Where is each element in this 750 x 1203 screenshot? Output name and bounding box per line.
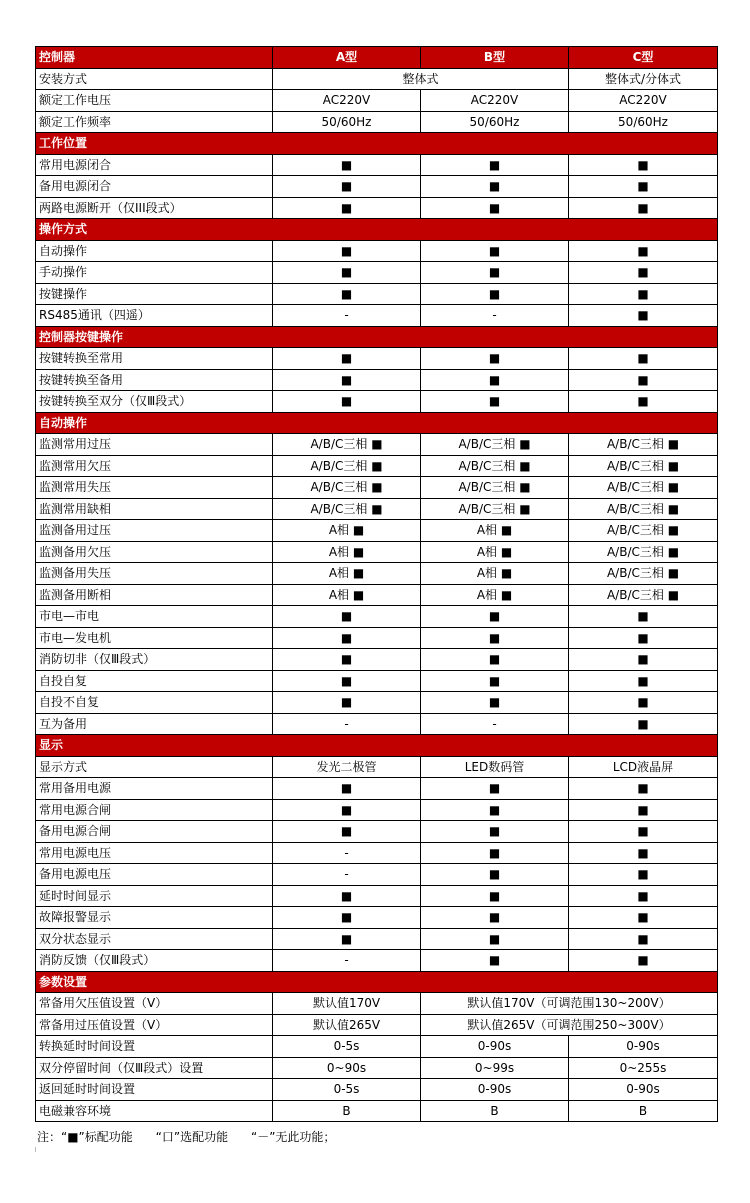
value-cell: ■ [569, 305, 718, 327]
value-cell: AC220V [421, 90, 569, 112]
row-label: 监测常用过压 [36, 434, 273, 456]
value-cell: ■ [569, 348, 718, 370]
table-row [36, 68, 718, 90]
value-cell: 50/60Hz [421, 111, 569, 133]
value-cell: ■ [569, 670, 718, 692]
value-cell: ■ [421, 799, 569, 821]
value-cell: ■ [421, 348, 569, 370]
value-cell: ■ [569, 627, 718, 649]
row-label: 互为备用 [36, 713, 273, 735]
value-cell: ■ [273, 778, 421, 800]
table-row [36, 885, 718, 907]
section-title: 操作方式 [36, 219, 718, 241]
section-header-row [36, 412, 718, 434]
value-cell: A/B/C三相 ■ [569, 434, 718, 456]
value-cell: A/B/C三相 ■ [569, 498, 718, 520]
value-cell: A相 ■ [273, 584, 421, 606]
table-row [36, 154, 718, 176]
spec-table [35, 46, 718, 1122]
value-cell: B [421, 1100, 569, 1122]
table-row [36, 670, 718, 692]
value-cell: 发光二极管 [273, 756, 421, 778]
table-row [36, 821, 718, 843]
row-label: 额定工作频率 [36, 111, 273, 133]
value-cell: ■ [421, 391, 569, 413]
value-cell: ■ [421, 606, 569, 628]
value-cell: - [273, 713, 421, 735]
value-cell: LCD液晶屏 [569, 756, 718, 778]
value-cell: ■ [421, 670, 569, 692]
row-label: 监测常用欠压 [36, 455, 273, 477]
value-cell: A/B/C三相 ■ [421, 477, 569, 499]
table-row [36, 1014, 718, 1036]
row-label: 市电—市电 [36, 606, 273, 628]
value-cell: A相 ■ [421, 520, 569, 542]
value-cell: A/B/C三相 ■ [273, 434, 421, 456]
value-cell: ■ [569, 821, 718, 843]
value-cell: ■ [569, 885, 718, 907]
row-label: 自动操作 [36, 240, 273, 262]
row-label: 按键转换至双分（仅Ⅲ段式） [36, 391, 273, 413]
value-cell: ■ [569, 369, 718, 391]
value-cell: ■ [273, 240, 421, 262]
row-label: 备用电源电压 [36, 864, 273, 886]
value-cell: ■ [273, 821, 421, 843]
row-label: 常备用过压值设置（V） [36, 1014, 273, 1036]
row-label: 消防反馈（仅Ⅲ段式） [36, 950, 273, 972]
value-cell: 默认值265V [273, 1014, 421, 1036]
value-cell: A/B/C三相 ■ [569, 520, 718, 542]
row-label: 自投不自复 [36, 692, 273, 714]
left-edge-line [35, 1147, 36, 1152]
value-cell: ■ [569, 692, 718, 714]
value-cell: 默认值170V [273, 993, 421, 1015]
value-cell: A/B/C三相 ■ [273, 477, 421, 499]
value-cell: 0~255s [569, 1057, 718, 1079]
value-cell: ■ [273, 283, 421, 305]
value-cell: ■ [569, 176, 718, 198]
table-row [36, 799, 718, 821]
value-cell: ■ [569, 154, 718, 176]
value-cell: ■ [569, 713, 718, 735]
value-cell: A/B/C三相 ■ [569, 563, 718, 585]
table-row [36, 1100, 718, 1122]
table-row [36, 520, 718, 542]
value-cell: A/B/C三相 ■ [569, 477, 718, 499]
value-cell: ■ [421, 928, 569, 950]
value-cell: 0-90s [569, 1036, 718, 1058]
value-cell: ■ [569, 606, 718, 628]
row-label: 备用电源合闸 [36, 821, 273, 843]
table-row [36, 90, 718, 112]
row-label: 双分状态显示 [36, 928, 273, 950]
value-cell: B [273, 1100, 421, 1122]
row-label: 监测常用失压 [36, 477, 273, 499]
value-cell: A/B/C三相 ■ [273, 498, 421, 520]
value-cell: ■ [273, 692, 421, 714]
value-cell: ■ [273, 391, 421, 413]
section-header-row [36, 735, 718, 757]
value-cell: A/B/C三相 ■ [421, 434, 569, 456]
row-label: 延时时间显示 [36, 885, 273, 907]
table-header-row [36, 47, 718, 69]
table-row [36, 197, 718, 219]
table-row [36, 584, 718, 606]
value-cell: 0-90s [421, 1079, 569, 1101]
value-cell: A相 ■ [421, 541, 569, 563]
value-cell: B [569, 1100, 718, 1122]
table-row [36, 176, 718, 198]
column-header: C型 [569, 47, 718, 69]
row-label: 消防切非（仅Ⅲ段式） [36, 649, 273, 671]
value-cell: ■ [421, 864, 569, 886]
value-cell: A相 ■ [421, 563, 569, 585]
value-cell: ■ [273, 885, 421, 907]
table-row [36, 907, 718, 929]
row-label: 安装方式 [36, 68, 273, 90]
table-row [36, 240, 718, 262]
value-cell: ■ [421, 240, 569, 262]
table-row [36, 627, 718, 649]
table-row [36, 692, 718, 714]
value-cell: ■ [273, 197, 421, 219]
row-label: 监测备用欠压 [36, 541, 273, 563]
row-label: 备用电源闭合 [36, 176, 273, 198]
value-cell: A相 ■ [421, 584, 569, 606]
column-header: A型 [273, 47, 421, 69]
value-cell: A/B/C三相 ■ [273, 455, 421, 477]
table-row [36, 864, 718, 886]
table-row [36, 1036, 718, 1058]
header-label: 控制器 [36, 47, 273, 69]
value-cell: ■ [421, 649, 569, 671]
value-cell: ■ [569, 864, 718, 886]
value-cell: A/B/C三相 ■ [569, 541, 718, 563]
value-cell: 0-90s [569, 1079, 718, 1101]
value-cell: - [273, 305, 421, 327]
value-cell: ■ [421, 842, 569, 864]
value-cell: A/B/C三相 ■ [569, 584, 718, 606]
table-row [36, 950, 718, 972]
section-title: 显示 [36, 735, 718, 757]
value-cell: ■ [273, 907, 421, 929]
row-label: 双分停留时间（仅Ⅲ段式）设置 [36, 1057, 273, 1079]
section-header-row [36, 326, 718, 348]
value-cell: ■ [569, 907, 718, 929]
value-cell: AC220V [273, 90, 421, 112]
row-label: 监测常用缺相 [36, 498, 273, 520]
row-label: 按键转换至备用 [36, 369, 273, 391]
value-cell: ■ [273, 348, 421, 370]
value-cell: ■ [421, 154, 569, 176]
value-cell: LED数码管 [421, 756, 569, 778]
row-label: RS485通讯（四遥） [36, 305, 273, 327]
table-row [36, 606, 718, 628]
value-cell: ■ [421, 627, 569, 649]
value-cell: - [421, 305, 569, 327]
row-label: 显示方式 [36, 756, 273, 778]
value-cell: ■ [421, 907, 569, 929]
row-label: 额定工作电压 [36, 90, 273, 112]
section-title: 控制器按键操作 [36, 326, 718, 348]
table-row [36, 498, 718, 520]
value-cell: A/B/C三相 ■ [421, 455, 569, 477]
row-label: 常用电源闭合 [36, 154, 273, 176]
value-cell: ■ [569, 928, 718, 950]
table-row [36, 928, 718, 950]
row-label: 返回延时时间设置 [36, 1079, 273, 1101]
table-row [36, 1079, 718, 1101]
value-cell: - [421, 713, 569, 735]
table-row [36, 756, 718, 778]
table-row [36, 434, 718, 456]
value-cell: - [273, 950, 421, 972]
table-row [36, 262, 718, 284]
value-cell: ■ [421, 821, 569, 843]
value-cell: 整体式/分体式 [569, 68, 718, 90]
table-row [36, 541, 718, 563]
legend-note: 注：“■”标配功能 “口”选配功能 “－”无此功能； [37, 1130, 336, 1144]
value-cell: ■ [421, 197, 569, 219]
row-label: 常用电源合闸 [36, 799, 273, 821]
table-row [36, 477, 718, 499]
value-cell: 0~99s [421, 1057, 569, 1079]
table-row [36, 369, 718, 391]
value-cell: ■ [273, 262, 421, 284]
value-cell: A相 ■ [273, 520, 421, 542]
column-header: B型 [421, 47, 569, 69]
value-cell: ■ [421, 778, 569, 800]
value-cell: ■ [569, 649, 718, 671]
section-title: 参数设置 [36, 971, 718, 993]
value-cell: ■ [421, 885, 569, 907]
value-cell: - [273, 864, 421, 886]
value-cell: 50/60Hz [273, 111, 421, 133]
row-label: 常用备用电源 [36, 778, 273, 800]
value-cell: ■ [569, 391, 718, 413]
value-cell: 50/60Hz [569, 111, 718, 133]
row-label: 电磁兼容环境 [36, 1100, 273, 1122]
table-row [36, 305, 718, 327]
value-cell: - [273, 842, 421, 864]
value-cell: ■ [421, 950, 569, 972]
value-cell: ■ [273, 928, 421, 950]
row-label: 监测备用失压 [36, 563, 273, 585]
value-cell: ■ [569, 799, 718, 821]
value-cell: ■ [569, 950, 718, 972]
value-cell: ■ [569, 197, 718, 219]
table-row [36, 778, 718, 800]
table-row [36, 993, 718, 1015]
row-label: 转换延时时间设置 [36, 1036, 273, 1058]
value-cell: ■ [569, 240, 718, 262]
value-cell: ■ [273, 369, 421, 391]
row-label: 按键操作 [36, 283, 273, 305]
value-cell: 0-5s [273, 1036, 421, 1058]
table-row [36, 842, 718, 864]
value-cell: 0~90s [273, 1057, 421, 1079]
row-label: 两路电源断开（仅III段式） [36, 197, 273, 219]
merged-value-cell: 默认值265V（可调范围250~300V） [421, 1014, 718, 1036]
table-row [36, 391, 718, 413]
value-cell: ■ [273, 670, 421, 692]
row-label: 常用电源电压 [36, 842, 273, 864]
table-row [36, 455, 718, 477]
merged-value-cell: 默认值170V（可调范围130~200V） [421, 993, 718, 1015]
merged-value-cell: 整体式 [273, 68, 569, 90]
value-cell: A/B/C三相 ■ [421, 498, 569, 520]
value-cell: A相 ■ [273, 563, 421, 585]
table-row [36, 348, 718, 370]
value-cell: 0-5s [273, 1079, 421, 1101]
section-title: 工作位置 [36, 133, 718, 155]
value-cell: AC220V [569, 90, 718, 112]
row-label: 故障报警显示 [36, 907, 273, 929]
value-cell: ■ [569, 842, 718, 864]
value-cell: ■ [421, 369, 569, 391]
value-cell: ■ [421, 692, 569, 714]
value-cell: A相 ■ [273, 541, 421, 563]
row-label: 市电—发电机 [36, 627, 273, 649]
value-cell: ■ [273, 176, 421, 198]
value-cell: 0-90s [421, 1036, 569, 1058]
row-label: 常备用欠压值设置（V） [36, 993, 273, 1015]
value-cell: ■ [569, 778, 718, 800]
table-row [36, 1057, 718, 1079]
row-label: 按键转换至常用 [36, 348, 273, 370]
section-header-row [36, 133, 718, 155]
row-label: 自投自复 [36, 670, 273, 692]
value-cell: ■ [569, 283, 718, 305]
value-cell: ■ [273, 799, 421, 821]
table-row [36, 649, 718, 671]
value-cell: ■ [273, 627, 421, 649]
row-label: 监测备用断相 [36, 584, 273, 606]
value-cell: ■ [273, 154, 421, 176]
value-cell: ■ [569, 262, 718, 284]
value-cell: ■ [421, 176, 569, 198]
row-label: 监测备用过压 [36, 520, 273, 542]
table-row [36, 283, 718, 305]
table-row [36, 563, 718, 585]
value-cell: ■ [273, 649, 421, 671]
table-row [36, 713, 718, 735]
value-cell: ■ [273, 606, 421, 628]
section-header-row [36, 219, 718, 241]
section-title: 自动操作 [36, 412, 718, 434]
row-label: 手动操作 [36, 262, 273, 284]
table-row [36, 111, 718, 133]
value-cell: A/B/C三相 ■ [569, 455, 718, 477]
value-cell: ■ [421, 262, 569, 284]
value-cell: ■ [421, 283, 569, 305]
section-header-row [36, 971, 718, 993]
